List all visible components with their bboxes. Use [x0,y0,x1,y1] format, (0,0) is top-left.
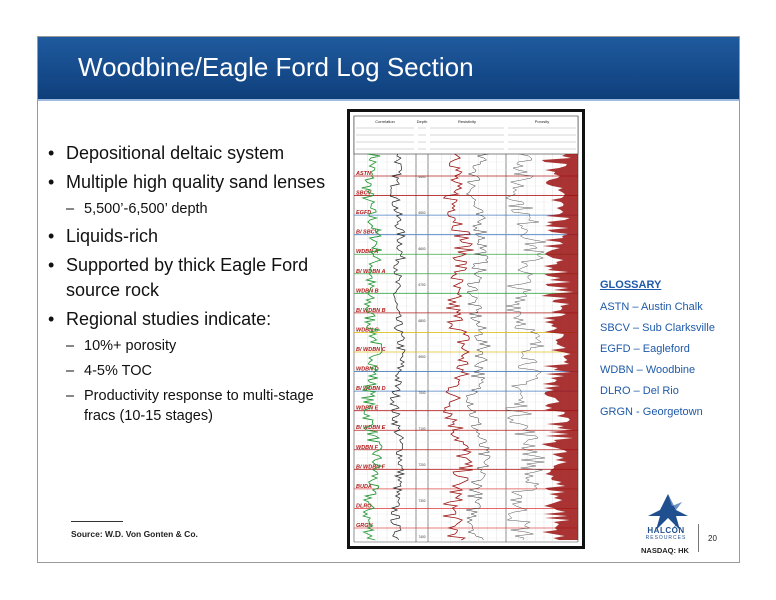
formation-top-label: GRGN [356,523,373,529]
glossary-item: WDBN – Woodbine [600,364,696,376]
logo-name: HALCÓN [647,526,685,535]
glossary [600,279,715,427]
track-header-label: Porosity [534,119,550,124]
bullet-text: Multiple high quality sand lenses [66,172,326,192]
formation-top-label: B/ WDBN C [356,347,386,353]
bullet-dot: • [48,255,55,275]
sub-bullet-text: 10%+ porosity [84,338,177,354]
bullet-item [46,141,336,166]
formation-top-label: WDBN A [356,249,379,256]
formation-top-label: ASTN [356,171,371,177]
bullet-text: Depositional deltaic system [66,143,285,163]
depth-label: 6600 [418,247,426,251]
formation-top-label: WDBN F [356,444,378,451]
well-log-section [350,112,582,546]
glossary-item: ASTN – Austin Chalk [600,301,703,313]
bullet-text: Supported by thick Eagle Ford source rock [66,255,309,300]
logo-subtitle: RESOURCES [645,535,687,541]
bullet-list [46,141,336,431]
bullet-dot: • [48,172,55,192]
bullet-item [46,253,336,303]
formation-top-label: WDBN B [356,288,379,295]
source-note: Source: W.D. Von Gonten & Co. [71,529,198,539]
title-bar [38,37,739,99]
depth-label: 6400 [418,175,426,179]
formation-top-label: B/ WDBN B [356,307,386,314]
bullet-dash: – [66,201,75,217]
formation-top-label: BUDA [356,483,372,490]
glossary-title: GLOSSARY [600,279,662,291]
slide [37,36,740,563]
depth-label: 6700 [418,283,426,287]
depth-label: 7200 [418,463,426,467]
depth-label: 7400 [418,535,426,539]
title-underline [38,99,739,101]
formation-top-label: B/ WDBN F [356,464,386,471]
sub-bullet-text: 4-5% TOC [84,363,152,379]
sub-bullet-item [46,336,336,356]
formation-top-label: WDBN E [356,405,379,412]
formation-top-label: B/ WDBN E [356,425,386,432]
sub-bullet-item [46,199,336,219]
glossary-item: SBCV – Sub Clarksville [600,322,715,334]
track-header-label: Correlation [375,119,395,124]
formation-top-label: B/ WDBN A [356,268,386,275]
bullet-dot: • [48,226,55,246]
glossary-item: DLRO – Del Rio [600,385,679,397]
bullet-dot: • [48,309,55,329]
depth-label: 6800 [418,319,426,323]
formation-top-label: EGFD [356,210,372,217]
ticker: NASDAQ: HK [641,546,689,555]
page-number: 20 [708,534,717,543]
sub-bullet-item [46,361,336,381]
formation-top-label: B/ SBCV [356,229,379,236]
bullet-dash: – [66,363,75,379]
bullet-text: Liquids-rich [66,226,159,246]
sub-bullet-item [46,386,336,426]
track-header-label: Resistivity [457,119,477,124]
formation-top-label: B/ WDBN D [356,386,386,393]
formation-top-label: WDBN D [356,366,379,373]
bullet-item [46,307,336,332]
footer-divider [698,524,699,552]
source-rule [71,521,123,522]
track-header-label: Depth [416,119,428,124]
glossary-item: EGFD – Eagleford [600,343,690,355]
formation-top-label: SBCV [356,190,372,197]
bullet-dot: • [48,143,55,163]
depth-label: 7100 [418,427,426,431]
log-track-headers [354,116,578,154]
sub-bullet-text: 5,500’-6,500’ depth [84,201,208,217]
formation-top-label: DLRO [356,503,372,510]
bullet-item [46,170,336,195]
depth-label: 6500 [418,211,426,215]
depth-label: 7000 [418,391,426,395]
bullet-item [46,224,336,249]
bullet-dash: – [66,388,75,404]
depth-label: 6900 [418,355,426,359]
glossary-item: GRGN - Georgetown [600,406,703,418]
formation-top-label: WDBN C [356,327,379,334]
well-log-image [347,109,585,549]
slide-title: Woodbine/Eagle Ford Log Section [78,52,474,82]
sub-bullet-text: Productivity response to multi-stage fracs (10-15 stages) [84,388,314,424]
bullet-text: Regional studies indicate: [66,309,272,329]
depth-label: 7300 [418,499,426,503]
bullet-dash: – [66,338,75,354]
